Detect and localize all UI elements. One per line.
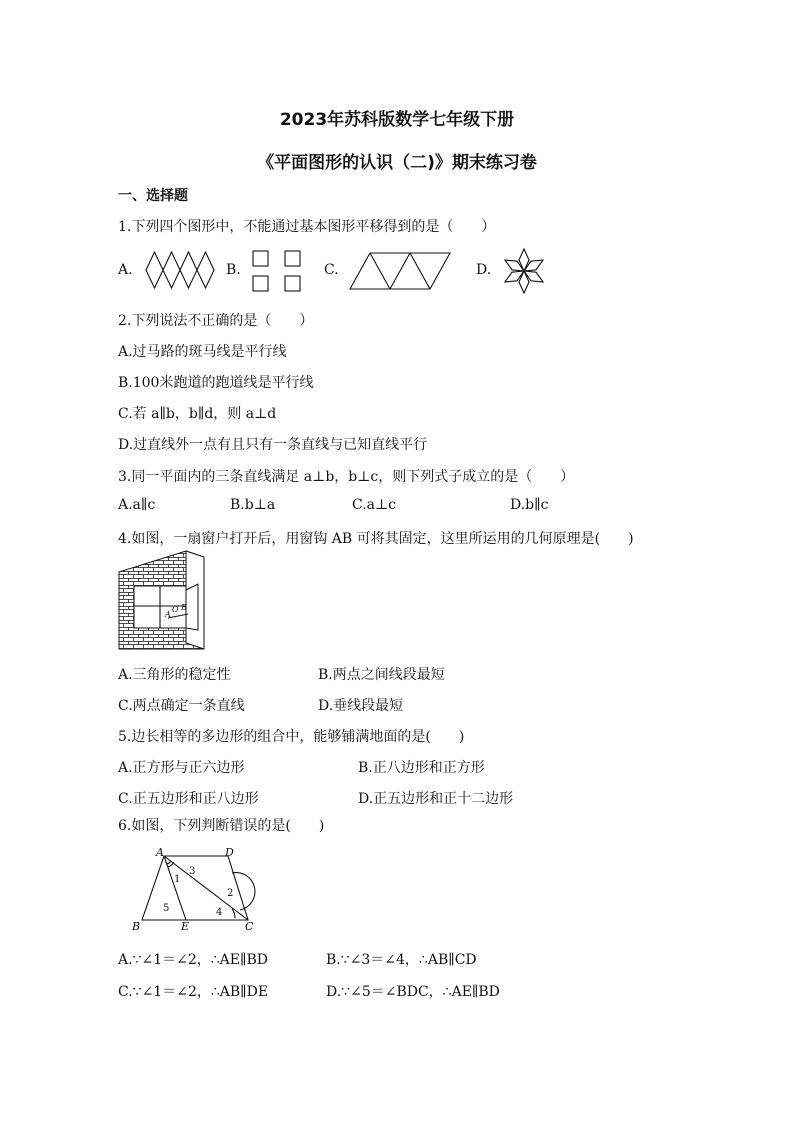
question-6-stem: 6.如图，下列判断错误的是( ) xyxy=(118,818,325,834)
q4-option-b: B.两点之间线段最短 xyxy=(318,667,445,683)
q4-option-a: A.三角形的稳定性 xyxy=(118,667,231,683)
q3-option-c: C.a⊥c xyxy=(352,497,397,513)
q4-label-o: O xyxy=(172,605,179,614)
page-title: 2023年苏科版数学七年级下册 xyxy=(279,110,515,130)
q1-option-b-label: B. xyxy=(226,262,241,278)
q6-angle-5: 5 xyxy=(163,903,170,914)
q6-option-a: A.∵∠1＝∠2，∴AE∥BD xyxy=(118,952,268,968)
q1-option-d-star-figure xyxy=(500,248,548,294)
question-5-stem: 5.边长相等的多边形的组合中，能够铺满地面的是( ) xyxy=(118,729,465,745)
q1-option-d-label: D. xyxy=(476,262,492,278)
q4-option-d: D.垂线段最短 xyxy=(318,698,404,714)
q5-option-a: A.正方形与正六边形 xyxy=(118,760,245,776)
q4-label-b: B xyxy=(181,603,187,612)
q4-option-c: C.两点确定一条直线 xyxy=(118,698,245,714)
q6-label-c: C xyxy=(245,920,254,933)
q4-window-figure xyxy=(118,550,206,650)
page-subtitle: 《平面图形的认识（二)》期末练习卷 xyxy=(257,153,537,173)
q5-option-b: B.正八边形和正方形 xyxy=(358,760,485,776)
q6-option-b: B.∵∠3＝∠4，∴AB∥CD xyxy=(326,952,477,968)
q6-label-b: B xyxy=(132,920,141,933)
q6-trapezoid-figure xyxy=(118,840,278,940)
section-heading: 一、选择题 xyxy=(118,188,188,204)
q6-option-c: C.∵∠1＝∠2，∴AB∥DE xyxy=(118,984,269,1000)
q4-label-a: A xyxy=(165,610,171,619)
q2-option-d: D.过直线外一点有且只有一条直线与已知直线平行 xyxy=(118,437,428,453)
q6-angle-3: 3 xyxy=(189,866,196,877)
q6-label-a: A xyxy=(156,846,164,859)
q1-option-c-label: C. xyxy=(324,262,339,278)
q1-option-b-squares-figure xyxy=(252,250,302,292)
q6-angle-4: 4 xyxy=(216,907,223,918)
q3-option-b: B.b⊥a xyxy=(230,497,276,513)
q1-option-a-label: A. xyxy=(118,262,133,278)
q5-option-d: D.正五边形和正十二边形 xyxy=(358,791,514,807)
question-2-stem: 2.下列说法不正确的是（ ） xyxy=(118,313,314,329)
question-3-stem: 3.同一平面内的三条直线满足 a⊥b，b⊥c，则下列式子成立的是（ ） xyxy=(118,469,575,485)
q6-angle-2: 2 xyxy=(227,888,234,899)
q1-option-a-diamonds-figure xyxy=(146,252,214,288)
q1-option-c-triangles-figure xyxy=(350,252,450,290)
q6-angle-1: 1 xyxy=(174,874,181,885)
q6-label-d: D xyxy=(225,846,234,859)
q2-option-b: B.100米跑道的跑道线是平行线 xyxy=(118,375,314,391)
question-1-stem: 1.下列四个图形中，不能通过基本图形平移得到的是（ ） xyxy=(118,219,496,235)
q3-option-d: D.b∥c xyxy=(510,497,549,513)
question-4-stem: 4.如图，一扇窗户打开后，用窗钩 AB 可将其固定，这里所运用的几何原理是( ) xyxy=(118,531,634,547)
q2-option-c: C.若 a∥b，b∥d，则 a⊥d xyxy=(118,406,277,422)
q6-label-e: E xyxy=(181,920,190,933)
q3-option-a: A.a∥c xyxy=(118,497,156,513)
q2-option-a: A.过马路的斑马线是平行线 xyxy=(118,344,287,360)
q5-option-c: C.正五边形和正八边形 xyxy=(118,791,259,807)
q6-option-d: D.∵∠5＝∠BDC，∴AE∥BD xyxy=(326,984,500,1000)
